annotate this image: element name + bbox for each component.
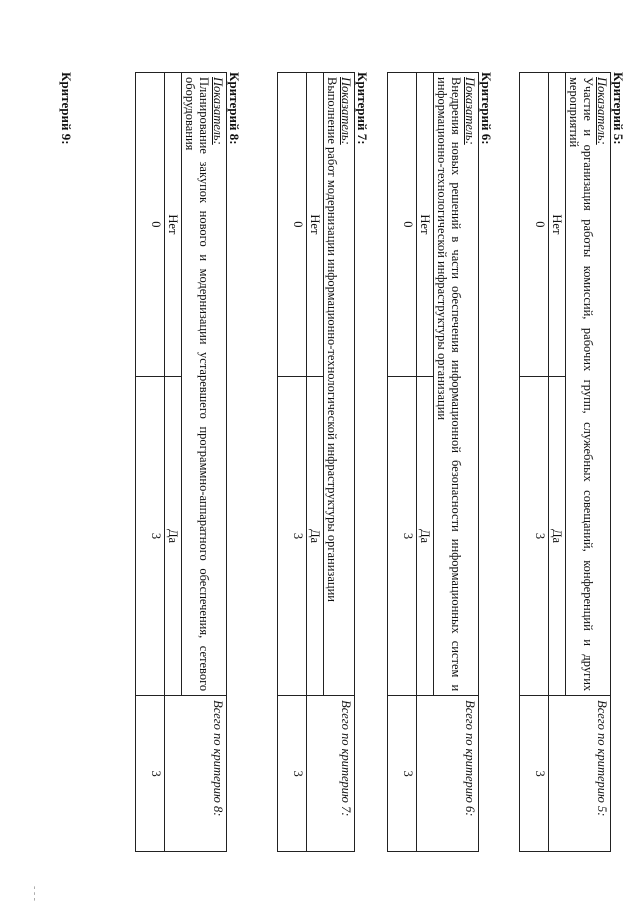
criterion-6-table <box>387 72 479 852</box>
yes-value-cell: 3 <box>520 376 549 695</box>
indicator-label: Показатель: <box>595 77 609 145</box>
table-row <box>324 73 355 852</box>
total-label-cell: Всего по критерию 8: <box>165 696 227 852</box>
indicator-cell <box>182 73 227 696</box>
criterion-9-title: Критерий 9: <box>59 72 74 145</box>
table-row <box>388 73 417 852</box>
criterion-7-block <box>277 72 370 852</box>
criterion-5-block <box>519 72 626 852</box>
indicator-text: Планирование закупок нового и модернизации устаревшего программно-аппаратного обеспечения, сетевого оборудования <box>183 77 211 692</box>
total-label-cell: Всего по критерию 6: <box>417 696 479 852</box>
criterion-6-block <box>387 72 494 852</box>
indicator-label: Показатель: <box>339 77 353 145</box>
no-label-cell: Нет <box>549 73 566 377</box>
criterion-9-block <box>59 72 74 852</box>
table-row <box>566 73 611 852</box>
no-value-cell: 0 <box>278 73 307 377</box>
yes-value-cell: 3 <box>136 376 165 695</box>
no-value-cell: 0 <box>520 73 549 377</box>
total-value-cell: 3 <box>278 696 307 852</box>
scan-mark: - - - <box>29 886 40 901</box>
indicator-cell <box>324 73 355 696</box>
indicator-text: Выполнение работ модернизации информационно-технологической инфраструктуры организации <box>325 77 339 602</box>
criterion-8-table <box>135 72 227 852</box>
indicator-label: Показатель: <box>211 77 225 145</box>
criterion-8-block <box>135 72 242 852</box>
criterion-8-title: Критерий 8: <box>227 72 242 145</box>
indicator-label: Показатель: <box>463 77 477 145</box>
criterion-7-table <box>277 72 355 852</box>
table-row <box>520 73 549 852</box>
indicator-cell <box>434 73 479 696</box>
total-value-cell: 3 <box>520 696 549 852</box>
total-label-cell: Всего по критерию 5: <box>549 696 611 852</box>
yes-label-cell: Да <box>165 376 182 695</box>
criterion-6-title: Критерий 6: <box>479 72 494 145</box>
no-label-cell: Нет <box>165 73 182 377</box>
table-row <box>136 73 165 852</box>
criterion-5-title: Критерий 5: <box>611 72 626 145</box>
total-value-cell: 3 <box>388 696 417 852</box>
criterion-7-title: Критерий 7: <box>355 72 370 145</box>
no-value-cell: 0 <box>136 73 165 377</box>
indicator-text: Участие и организация работы комиссий, рабочих групп, служебных совещаний, конференций и других мероприятий <box>567 77 595 692</box>
yes-label-cell: Да <box>549 376 566 695</box>
no-value-cell: 0 <box>388 73 417 377</box>
yes-value-cell: 3 <box>278 376 307 695</box>
table-row <box>182 73 227 852</box>
total-value-cell: 3 <box>136 696 165 852</box>
indicator-cell <box>566 73 611 696</box>
total-label-cell: Всего по критерию 7: <box>307 696 355 852</box>
criterion-5-table <box>519 72 611 852</box>
no-label-cell: Нет <box>417 73 434 377</box>
no-label-cell: Нет <box>307 73 324 377</box>
yes-value-cell: 3 <box>388 376 417 695</box>
yes-label-cell: Да <box>307 376 324 695</box>
indicator-text: Внедрения новых решений в части обеспечения информационной безопасности информационных систем и информационно-технологической инфраструктуры организации <box>435 77 463 692</box>
table-row <box>278 73 307 852</box>
table-row <box>434 73 479 852</box>
yes-label-cell: Да <box>417 376 434 695</box>
